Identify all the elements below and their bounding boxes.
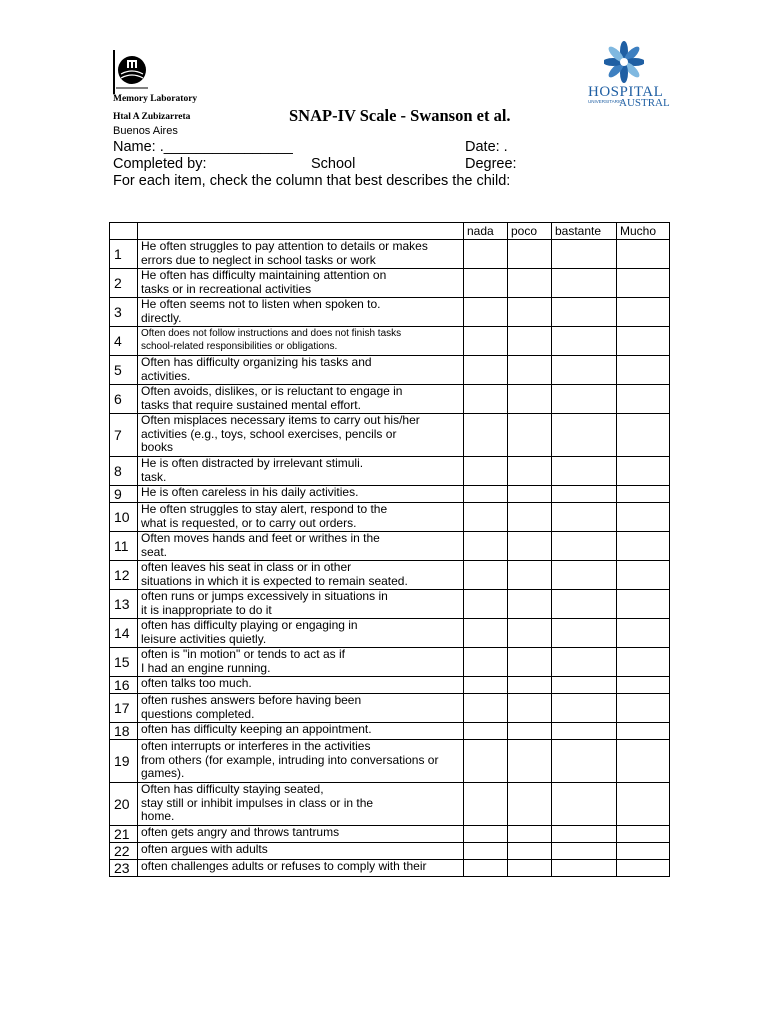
instruction-text: For each item, check the column that best describes the child: [113,173,511,189]
check-cell-mucho[interactable] [617,723,670,740]
table-row [110,694,670,723]
item-text [138,269,464,298]
check-cell-mucho[interactable] [617,860,670,877]
item-text-line: often is "in motion" or tends to act as if [141,647,345,661]
item-number: 14 [110,619,138,648]
check-cell-nada[interactable] [464,723,508,740]
item-text-line: Often moves hands and feet or writhes in the [141,531,380,545]
item-text-line: Often avoids, dislikes, or is reluctant to engage in [141,384,403,398]
check-cell-mucho[interactable] [617,677,670,694]
item-text [138,532,464,561]
check-cell-mucho[interactable] [617,457,670,486]
item-number: 5 [110,356,138,385]
check-cell-bastante[interactable] [552,619,617,648]
item-text-line: tasks that require sustained mental effort. [141,397,361,412]
item-number: 9 [110,486,138,503]
table-row [110,677,670,694]
item-text-line: activities (e.g., toys, school exercises, pencils or [141,426,397,441]
item-text-line: often argues with adults [141,842,268,856]
item-text [138,860,464,877]
check-cell-nada[interactable] [464,532,508,561]
check-cell-nada[interactable] [464,327,508,356]
check-cell-mucho[interactable] [617,414,670,457]
item-text [138,414,464,457]
item-number: 15 [110,648,138,677]
check-cell-bastante[interactable] [552,740,617,783]
item-text-line: errors due to neglect in school tasks or work [141,252,376,267]
check-cell-poco[interactable] [508,414,552,457]
check-cell-mucho[interactable] [617,240,670,269]
check-cell-poco[interactable] [508,327,552,356]
table-row [110,269,670,298]
flower-icon [604,40,644,84]
item-number: 7 [110,414,138,457]
table-row [110,298,670,327]
check-cell-poco[interactable] [508,385,552,414]
check-cell-mucho[interactable] [617,843,670,860]
check-cell-poco[interactable] [508,503,552,532]
table-row [110,532,670,561]
check-cell-nada[interactable] [464,694,508,723]
table-row [110,414,670,457]
table-row [110,648,670,677]
city: Buenos Aires [113,125,178,137]
item-text-line: books [141,440,174,454]
table-row [110,826,670,843]
item-text [138,486,464,503]
check-cell-bastante[interactable] [552,457,617,486]
item-text [138,356,464,385]
item-text [138,843,464,860]
item-number: 4 [110,327,138,356]
item-text [138,503,464,532]
check-cell-mucho[interactable] [617,532,670,561]
check-cell-nada[interactable] [464,298,508,327]
table-header-row [110,223,670,240]
item-number: 18 [110,723,138,740]
check-cell-bastante[interactable] [552,694,617,723]
check-cell-bastante[interactable] [552,486,617,503]
check-cell-mucho[interactable] [617,590,670,619]
check-cell-bastante[interactable] [552,783,617,826]
check-cell-poco[interactable] [508,648,552,677]
check-cell-bastante[interactable] [552,677,617,694]
table-row [110,860,670,877]
check-cell-mucho[interactable] [617,561,670,590]
item-number: 3 [110,298,138,327]
check-cell-nada[interactable] [464,843,508,860]
check-cell-nada[interactable] [464,590,508,619]
completed-by-field: Completed by: [113,156,207,172]
item-text-line: often challenges adults or refuses to comply with their [141,859,427,873]
item-text-line: it is inappropriate to do it [141,602,272,617]
table-row [110,385,670,414]
check-cell-bastante[interactable] [552,298,617,327]
check-cell-bastante[interactable] [552,240,617,269]
item-text-line: He often struggles to pay attention to details or makes [141,239,428,253]
check-cell-poco[interactable] [508,619,552,648]
check-cell-mucho[interactable] [617,783,670,826]
check-cell-nada[interactable] [464,561,508,590]
check-cell-poco[interactable] [508,783,552,826]
item-text-line: from others (for example, intruding into conversations or [141,752,439,767]
check-cell-mucho[interactable] [617,619,670,648]
item-text-line: often has difficulty keeping an appointment. [141,722,372,736]
lab-logo-icon [112,50,148,94]
item-number: 13 [110,590,138,619]
item-text-line: often rushes answers before having been [141,693,362,707]
table-row [110,327,670,356]
check-cell-poco[interactable] [508,240,552,269]
table-row [110,590,670,619]
item-text-line: He often seems not to listen when spoken to. [141,297,381,311]
check-cell-mucho[interactable] [617,385,670,414]
column-header-poco: poco [508,223,552,240]
check-cell-poco[interactable] [508,457,552,486]
item-text-line: questions completed. [141,706,255,721]
table-row [110,740,670,783]
check-cell-poco[interactable] [508,532,552,561]
check-cell-bastante[interactable] [552,327,617,356]
check-cell-bastante[interactable] [552,414,617,457]
item-text-line: stay still or inhibit impulses in class or in the [141,795,374,810]
check-cell-bastante[interactable] [552,356,617,385]
hospital-name: Htal A Zubizarreta [113,112,191,122]
check-cell-mucho[interactable] [617,298,670,327]
item-text-line: He is often distracted by irrelevant stimuli. [141,456,364,470]
item-text [138,385,464,414]
header-number-cell [110,223,138,240]
check-cell-bastante[interactable] [552,590,617,619]
snap-iv-table [109,222,670,877]
check-cell-poco[interactable] [508,298,552,327]
table-row [110,457,670,486]
table-row [110,486,670,503]
item-text-line: often leaves his seat in class or in other [141,560,352,574]
check-cell-poco[interactable] [508,843,552,860]
item-text [138,740,464,783]
table-row [110,356,670,385]
item-number: 16 [110,677,138,694]
check-cell-bastante[interactable] [552,385,617,414]
check-cell-bastante[interactable] [552,561,617,590]
check-cell-nada[interactable] [464,740,508,783]
table-row [110,619,670,648]
item-number: 8 [110,457,138,486]
item-text-line: situations in which it is expected to remain seated. [141,573,408,588]
item-number: 23 [110,860,138,877]
item-number: 2 [110,269,138,298]
item-text [138,590,464,619]
item-text [138,694,464,723]
item-text-line: home. [141,809,175,823]
item-text-line: often talks too much. [141,676,252,690]
check-cell-poco[interactable] [508,486,552,503]
check-cell-mucho[interactable] [617,269,670,298]
check-cell-bastante[interactable] [552,503,617,532]
item-text-line: often runs or jumps excessively in situations in [141,589,388,603]
item-number: 10 [110,503,138,532]
header-item-cell [138,223,464,240]
check-cell-mucho[interactable] [617,694,670,723]
check-cell-nada[interactable] [464,269,508,298]
table-row [110,561,670,590]
item-text-line: tasks or in recreational activities [141,281,312,296]
logo-word-austral: AUSTRAL [619,97,670,109]
item-text-line: I had an engine running. [141,660,271,675]
check-cell-poco[interactable] [508,826,552,843]
check-cell-mucho[interactable] [617,503,670,532]
item-text [138,298,464,327]
column-header-mucho: Mucho [617,223,670,240]
item-text-line: Often misplaces necessary items to carry out his/her [141,413,420,427]
item-text-line: games). [141,766,185,780]
item-text [138,648,464,677]
item-number: 22 [110,843,138,860]
item-number: 19 [110,740,138,783]
item-text-line: often gets angry and throws tantrums [141,825,340,839]
check-cell-poco[interactable] [508,269,552,298]
page-title: SNAP-IV Scale - Swanson et al. [289,106,511,125]
check-cell-bastante[interactable] [552,860,617,877]
item-text-line: He often struggles to stay alert, respond to the [141,502,388,516]
item-number: 21 [110,826,138,843]
item-text [138,826,464,843]
check-cell-nada[interactable] [464,503,508,532]
column-header-nada: nada [464,223,508,240]
check-cell-nada[interactable] [464,356,508,385]
check-cell-poco[interactable] [508,723,552,740]
item-number: 20 [110,783,138,826]
item-text [138,240,464,269]
check-cell-poco[interactable] [508,561,552,590]
date-field: Date: . [465,139,508,155]
check-cell-bastante[interactable] [552,843,617,860]
item-text-line: seat. [141,544,168,559]
check-cell-poco[interactable] [508,356,552,385]
check-cell-nada[interactable] [464,240,508,269]
check-cell-nada[interactable] [464,457,508,486]
item-text-line: Often does not follow instructions and does not finish tasks [141,328,402,339]
item-text [138,723,464,740]
table-row [110,723,670,740]
table-row [110,843,670,860]
check-cell-mucho[interactable] [617,826,670,843]
check-cell-mucho[interactable] [617,356,670,385]
table-row [110,783,670,826]
hospital-logo [588,40,668,112]
item-text-line: Often has difficulty staying seated, [141,782,324,796]
logo-word-universitario: UNIVERSITARIO [588,99,623,104]
item-text-line: often interrupts or interferes in the activities [141,739,371,753]
item-number: 17 [110,694,138,723]
item-text-line: directly. [141,310,182,325]
check-cell-nada[interactable] [464,826,508,843]
column-header-bastante: bastante [552,223,617,240]
item-text [138,457,464,486]
check-cell-poco[interactable] [508,860,552,877]
check-cell-poco[interactable] [508,590,552,619]
name-field: Name: .________________ [113,139,293,155]
item-number: 12 [110,561,138,590]
check-cell-poco[interactable] [508,677,552,694]
lab-name: Memory Laboratory [113,94,198,104]
check-cell-nada[interactable] [464,860,508,877]
item-text-line: leisure activities quietly. [141,631,267,646]
item-text [138,561,464,590]
check-cell-bastante[interactable] [552,723,617,740]
item-text [138,327,464,356]
item-number: 1 [110,240,138,269]
check-cell-bastante[interactable] [552,648,617,677]
check-cell-mucho[interactable] [617,327,670,356]
degree-field: Degree: [465,156,517,172]
check-cell-nada[interactable] [464,648,508,677]
logo-word-hospital: HOSPITAL [588,84,664,100]
check-cell-nada[interactable] [464,486,508,503]
check-cell-mucho[interactable] [617,486,670,503]
check-cell-nada[interactable] [464,783,508,826]
check-cell-mucho[interactable] [617,648,670,677]
check-cell-nada[interactable] [464,414,508,457]
item-text-line: He is often careless in his daily activities. [141,485,359,499]
check-cell-poco[interactable] [508,694,552,723]
table-row [110,503,670,532]
check-cell-mucho[interactable] [617,740,670,783]
table-row [110,240,670,269]
item-text-line: He often has difficulty maintaining attention on [141,268,387,282]
check-cell-bastante[interactable] [552,826,617,843]
check-cell-nada[interactable] [464,677,508,694]
item-text [138,677,464,694]
item-text [138,619,464,648]
check-cell-nada[interactable] [464,385,508,414]
check-cell-nada[interactable] [464,619,508,648]
check-cell-bastante[interactable] [552,269,617,298]
item-text-line: Often has difficulty organizing his tasks and [141,355,372,369]
item-text [138,783,464,826]
check-cell-bastante[interactable] [552,532,617,561]
check-cell-poco[interactable] [508,740,552,783]
item-text-line: task. [141,469,167,484]
item-number: 6 [110,385,138,414]
item-text-line: often has difficulty playing or engaging in [141,618,358,632]
school-field: School [311,156,356,172]
item-number: 11 [110,532,138,561]
item-text-line: activities. [141,368,191,383]
item-text-line: school-related responsibilities or obligations. [141,341,338,352]
item-text-line: what is requested, or to carry out orders. [141,515,357,530]
